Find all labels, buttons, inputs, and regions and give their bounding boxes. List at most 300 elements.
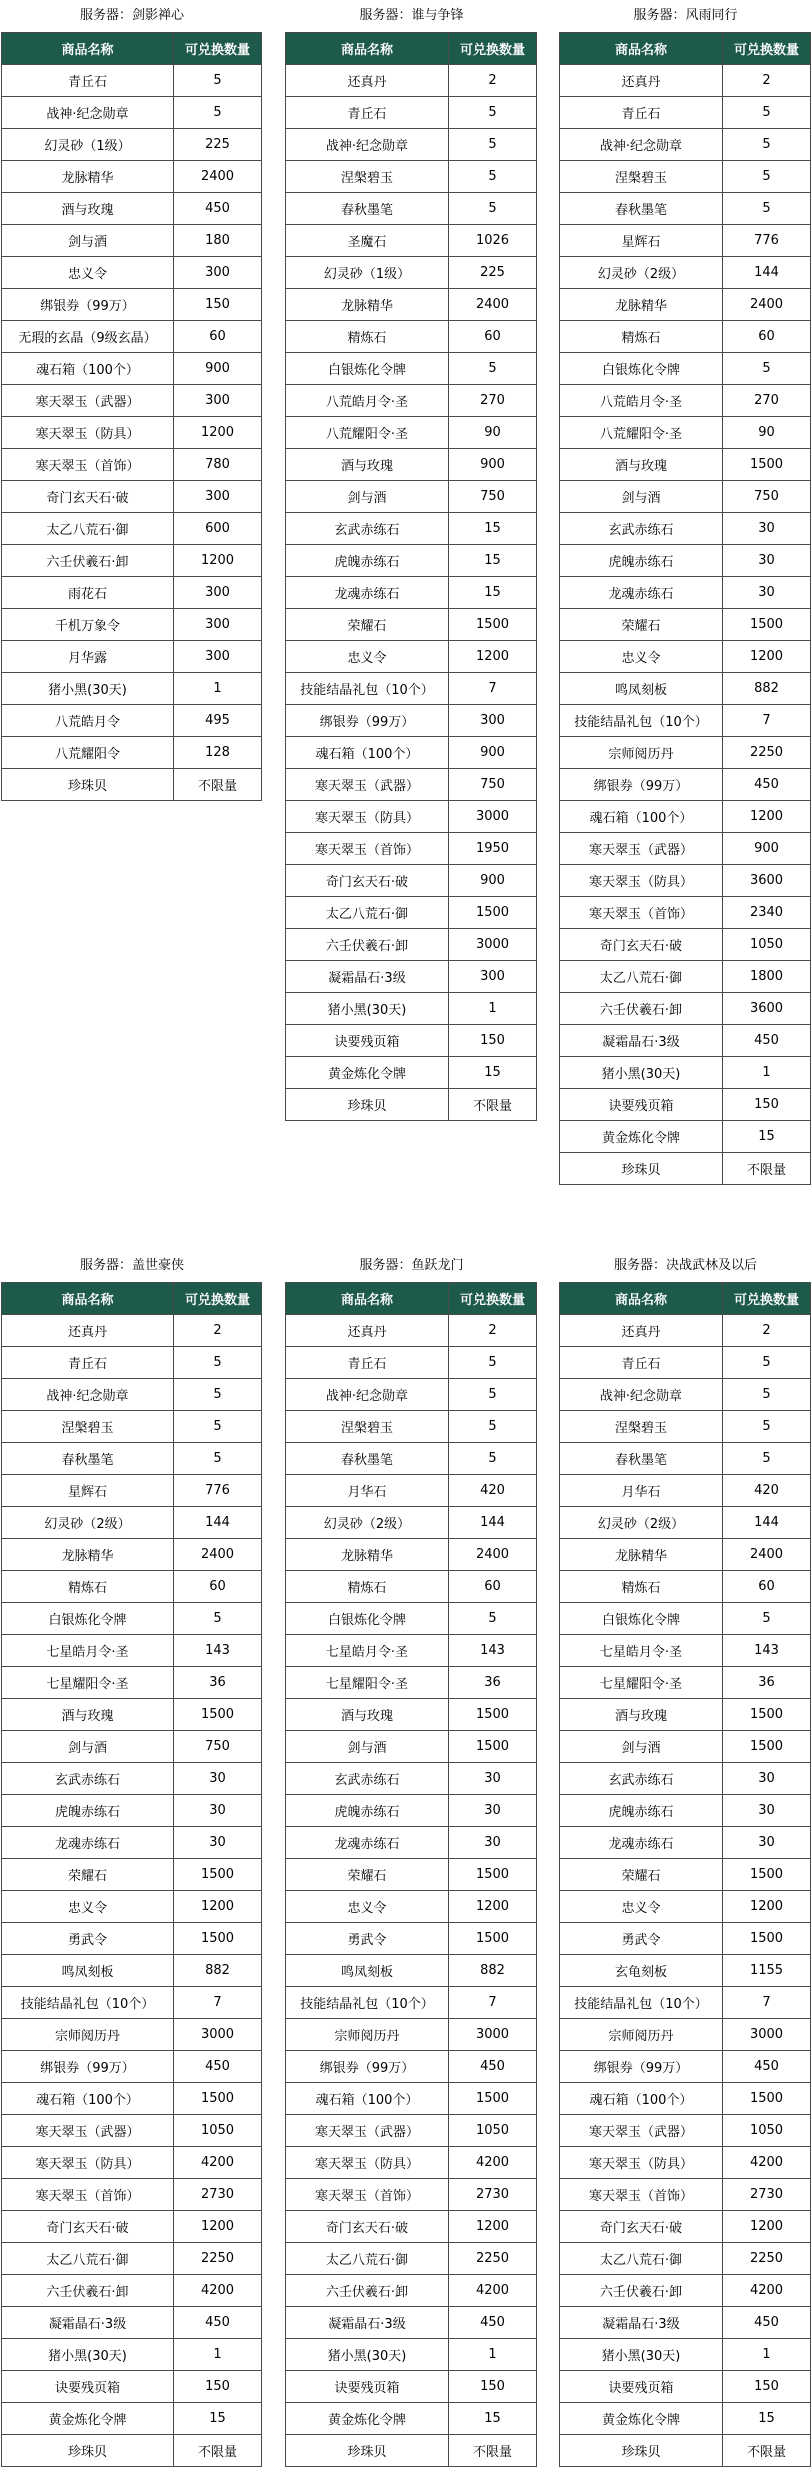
- quantity-header: 可兑换数量: [174, 1283, 262, 1315]
- item-name-cell: 龙魂赤练石: [286, 1827, 449, 1859]
- item-name-cell: 战神·纪念勋章: [286, 129, 449, 161]
- table-row: [2, 1923, 262, 1955]
- quantity-cell: 5: [174, 1443, 262, 1475]
- item-name-cell: 青丘石: [560, 1347, 723, 1379]
- table-row: [560, 1121, 811, 1153]
- quantity-cell: 750: [174, 1731, 262, 1763]
- quantity-cell: 900: [723, 833, 811, 865]
- table-row: [560, 225, 811, 257]
- item-name-cell: 宗师阅历丹: [560, 2019, 723, 2051]
- item-name-cell: 太乙八荒石·御: [286, 897, 449, 929]
- table-row: [560, 1667, 811, 1699]
- quantity-cell: 60: [449, 1571, 537, 1603]
- item-name-cell: 七星皓月令·圣: [560, 1635, 723, 1667]
- table-row: [2, 2179, 262, 2211]
- table-row: [2, 1411, 262, 1443]
- table-row: [286, 1923, 537, 1955]
- table-row: [560, 609, 811, 641]
- item-name-cell: 寒天翠玉（防具）: [2, 417, 174, 449]
- table-row: [2, 1667, 262, 1699]
- item-name-cell: 技能结晶礼包（10个）: [560, 1987, 723, 2019]
- table-row: [286, 1379, 537, 1411]
- item-name-cell: 六壬伏羲石·卸: [2, 2275, 174, 2307]
- quantity-cell: 450: [174, 2307, 262, 2339]
- item-name-cell: 魂石箱（100个）: [286, 737, 449, 769]
- quantity-cell: 60: [723, 1571, 811, 1603]
- exchange-table: [559, 32, 811, 1185]
- quantity-cell: 60: [723, 321, 811, 353]
- item-name-cell: 酒与玫瑰: [286, 449, 449, 481]
- item-name-cell: 荣耀石: [560, 609, 723, 641]
- table-row: [286, 1731, 537, 1763]
- table-row: [2, 513, 262, 545]
- item-name-cell: 酒与玫瑰: [2, 1699, 174, 1731]
- table-row: [560, 1057, 811, 1089]
- table-row: [286, 2243, 537, 2275]
- item-name-cell: 战神·纪念勋章: [560, 1379, 723, 1411]
- quantity-cell: 2250: [723, 737, 811, 769]
- table-row: [560, 2115, 811, 2147]
- table-row: [2, 1955, 262, 1987]
- item-name-cell: 剑与酒: [2, 1731, 174, 1763]
- quantity-cell: 1500: [174, 1923, 262, 1955]
- quantity-cell: 450: [174, 2051, 262, 2083]
- item-name-cell: 龙魂赤练石: [560, 577, 723, 609]
- quantity-cell: 1500: [174, 1699, 262, 1731]
- item-name-cell: 青丘石: [286, 1347, 449, 1379]
- table-row: [286, 2339, 537, 2371]
- item-name-cell: 奇门玄天石·破: [286, 2211, 449, 2243]
- quantity-cell: 5: [449, 97, 537, 129]
- table-row: [286, 1443, 537, 1475]
- quantity-cell: 450: [174, 193, 262, 225]
- table-row: [286, 2403, 537, 2435]
- quantity-cell: 3000: [449, 2019, 537, 2051]
- item-name-cell: 精炼石: [560, 321, 723, 353]
- quantity-cell: 2250: [723, 2243, 811, 2275]
- quantity-cell: 5: [174, 97, 262, 129]
- table-row: [286, 2179, 537, 2211]
- table-row: [2, 97, 262, 129]
- table-row: [560, 1025, 811, 1057]
- item-name-cell: 八荒皓月令·圣: [286, 385, 449, 417]
- table-row: [286, 289, 537, 321]
- table-header-row: [286, 33, 537, 65]
- item-name-cell: 绑银券（99万）: [2, 2051, 174, 2083]
- table-row: [286, 961, 537, 993]
- quantity-cell: 5: [723, 161, 811, 193]
- item-name-cell: 凝霜晶石·3级: [286, 961, 449, 993]
- quantity-cell: 5: [723, 193, 811, 225]
- item-name-cell: 忠义令: [286, 641, 449, 673]
- table-row: [286, 257, 537, 289]
- item-name-cell: 技能结晶礼包（10个）: [2, 1987, 174, 2019]
- table-row: [286, 481, 537, 513]
- table-row: [2, 577, 262, 609]
- quantity-cell: 776: [723, 225, 811, 257]
- quantity-cell: 5: [723, 97, 811, 129]
- table-row: [286, 1859, 537, 1891]
- table-row: [286, 65, 537, 97]
- table-row: [560, 705, 811, 737]
- item-name-cell: 幻灵砂（2级）: [286, 1507, 449, 1539]
- table-row: [2, 385, 262, 417]
- table-row: [2, 129, 262, 161]
- table-row: [560, 1571, 811, 1603]
- item-name-cell: 雨花石: [2, 577, 174, 609]
- quantity-cell: 5: [174, 1347, 262, 1379]
- item-name-cell: 幻灵砂（2级）: [560, 257, 723, 289]
- table-row: [2, 1731, 262, 1763]
- quantity-cell: 5: [449, 1411, 537, 1443]
- table-row: [560, 1763, 811, 1795]
- quantity-cell: 5: [449, 1443, 537, 1475]
- server-table-jianying: [1, 0, 263, 801]
- quantity-cell: 1: [174, 2339, 262, 2371]
- table-row: [560, 1347, 811, 1379]
- table-row: [286, 801, 537, 833]
- quantity-cell: 7: [174, 1987, 262, 2019]
- item-name-cell: 六壬伏羲石·卸: [560, 993, 723, 1025]
- item-name-cell: 珍珠贝: [286, 2435, 449, 2467]
- quantity-cell: 1500: [449, 2083, 537, 2115]
- quantity-cell: 36: [174, 1667, 262, 1699]
- exchange-table: [1, 1282, 262, 2467]
- quantity-cell: 不限量: [449, 2435, 537, 2467]
- quantity-cell: 1500: [449, 609, 537, 641]
- quantity-cell: 450: [449, 2307, 537, 2339]
- quantity-cell: 1200: [723, 801, 811, 833]
- server-title: 服务器：剑影禅心: [79, 8, 184, 23]
- item-name-cell: 绑银券（99万）: [560, 2051, 723, 2083]
- quantity-cell: 30: [174, 1827, 262, 1859]
- quantity-header: 可兑换数量: [723, 1283, 811, 1315]
- table-row: [2, 1699, 262, 1731]
- table-row: [286, 1763, 537, 1795]
- quantity-cell: 1500: [723, 609, 811, 641]
- quantity-cell: 90: [449, 417, 537, 449]
- item-name-cell: 还真丹: [2, 1315, 174, 1347]
- item-name-cell: 玄龟刻板: [560, 1955, 723, 1987]
- table-row: [286, 641, 537, 673]
- quantity-cell: 1: [449, 993, 537, 1025]
- item-name-cell: 精炼石: [286, 321, 449, 353]
- quantity-cell: 1050: [723, 929, 811, 961]
- table-row: [560, 545, 811, 577]
- table-row: [286, 193, 537, 225]
- item-name-cell: 虎魄赤练石: [560, 545, 723, 577]
- table-row: [286, 225, 537, 257]
- table-row: [560, 577, 811, 609]
- quantity-cell: 270: [449, 385, 537, 417]
- table-row: [560, 1539, 811, 1571]
- item-name-cell: 太乙八荒石·御: [2, 513, 174, 545]
- item-name-cell: 寒天翠玉（首饰）: [560, 2179, 723, 2211]
- item-name-cell: 龙魂赤练石: [286, 577, 449, 609]
- quantity-cell: 2400: [449, 289, 537, 321]
- table-row: [2, 1571, 262, 1603]
- quantity-cell: 3000: [449, 929, 537, 961]
- table-header-row: [2, 33, 262, 65]
- quantity-cell: 5: [723, 1379, 811, 1411]
- item-name-cell: 虎魄赤练石: [286, 1795, 449, 1827]
- quantity-cell: 882: [174, 1955, 262, 1987]
- item-name-cell: 精炼石: [286, 1571, 449, 1603]
- item-name-cell: 勇武令: [560, 1923, 723, 1955]
- item-name-cell: 青丘石: [560, 97, 723, 129]
- item-name-cell: 猪小黑(30天): [286, 993, 449, 1025]
- quantity-cell: 1500: [723, 449, 811, 481]
- table-row: [286, 577, 537, 609]
- item-name-cell: 七星耀阳令·圣: [286, 1667, 449, 1699]
- item-name-cell: 奇门玄天石·破: [286, 865, 449, 897]
- item-name-cell: 涅槃碧玉: [560, 161, 723, 193]
- item-name-cell: 猪小黑(30天): [286, 2339, 449, 2371]
- quantity-cell: 5: [174, 1603, 262, 1635]
- quantity-cell: 15: [723, 2403, 811, 2435]
- item-name-cell: 酒与玫瑰: [560, 1699, 723, 1731]
- table-header-row: [2, 1283, 262, 1315]
- quantity-cell: 300: [174, 609, 262, 641]
- quantity-cell: 15: [449, 577, 537, 609]
- quantity-cell: 4200: [174, 2275, 262, 2307]
- table-row: [560, 2147, 811, 2179]
- table-row: [286, 2115, 537, 2147]
- quantity-cell: 2730: [723, 2179, 811, 2211]
- item-name-cell: 猪小黑(30天): [2, 673, 174, 705]
- quantity-cell: 900: [174, 353, 262, 385]
- table-row: [2, 65, 262, 97]
- table-row: [560, 161, 811, 193]
- quantity-cell: 36: [449, 1667, 537, 1699]
- quantity-cell: 5: [723, 1411, 811, 1443]
- server-title: 服务器：谁与争锋: [359, 8, 464, 23]
- table-row: [560, 1315, 811, 1347]
- table-row: [560, 1955, 811, 1987]
- item-name-cell: 六壬伏羲石·卸: [560, 2275, 723, 2307]
- quantity-cell: 5: [449, 129, 537, 161]
- table-row: [286, 2371, 537, 2403]
- item-name-cell: 剑与酒: [286, 1731, 449, 1763]
- quantity-cell: 1200: [449, 641, 537, 673]
- quantity-cell: 780: [174, 449, 262, 481]
- quantity-cell: 776: [174, 1475, 262, 1507]
- quantity-cell: 1500: [174, 2083, 262, 2115]
- table-row: [560, 2339, 811, 2371]
- table-row: [286, 385, 537, 417]
- item-name-cell: 魂石箱（100个）: [560, 2083, 723, 2115]
- item-name-cell: 奇门玄天石·破: [560, 2211, 723, 2243]
- quantity-cell: 150: [723, 1089, 811, 1121]
- quantity-cell: 1200: [174, 1891, 262, 1923]
- table-row: [560, 2211, 811, 2243]
- item-name-cell: 八荒皓月令: [2, 705, 174, 737]
- quantity-cell: 1050: [449, 2115, 537, 2147]
- quantity-cell: 5: [723, 353, 811, 385]
- quantity-cell: 3000: [723, 2019, 811, 2051]
- table-row: [560, 737, 811, 769]
- item-name-header: 商品名称: [560, 1283, 723, 1315]
- table-row: [560, 993, 811, 1025]
- quantity-cell: 900: [449, 737, 537, 769]
- item-name-cell: 寒天翠玉（防具）: [286, 2147, 449, 2179]
- item-name-cell: 星辉石: [2, 1475, 174, 1507]
- quantity-cell: 900: [449, 449, 537, 481]
- item-name-cell: 勇武令: [2, 1923, 174, 1955]
- item-name-cell: 涅槃碧玉: [286, 1411, 449, 1443]
- table-row: [2, 1859, 262, 1891]
- item-name-cell: 龙魂赤练石: [2, 1827, 174, 1859]
- table-row: [286, 993, 537, 1025]
- quantity-cell: 3600: [723, 993, 811, 1025]
- quantity-cell: 60: [174, 321, 262, 353]
- table-row: [286, 417, 537, 449]
- exchange-table: [1, 32, 262, 801]
- table-row: [560, 2403, 811, 2435]
- table-row: [2, 2051, 262, 2083]
- quantity-cell: 600: [174, 513, 262, 545]
- item-name-cell: 太乙八荒石·御: [2, 2243, 174, 2275]
- table-row: [560, 1153, 811, 1185]
- quantity-cell: 不限量: [174, 769, 262, 801]
- quantity-cell: 420: [723, 1475, 811, 1507]
- item-name-cell: 无瑕的玄晶（9级玄晶）: [2, 321, 174, 353]
- quantity-cell: 3000: [174, 2019, 262, 2051]
- item-name-cell: 宗师阅历丹: [2, 2019, 174, 2051]
- item-name-cell: 珍珠贝: [2, 769, 174, 801]
- item-name-cell: 魂石箱（100个）: [2, 353, 174, 385]
- item-name-cell: 寒天翠玉（首饰）: [560, 897, 723, 929]
- table-row: [286, 545, 537, 577]
- item-name-cell: 春秋墨笔: [286, 193, 449, 225]
- quantity-cell: 1200: [723, 641, 811, 673]
- table-row: [286, 1571, 537, 1603]
- quantity-cell: 30: [723, 1795, 811, 1827]
- item-name-cell: 幻灵砂（2级）: [560, 1507, 723, 1539]
- table-row: [286, 1987, 537, 2019]
- table-row: [560, 481, 811, 513]
- quantity-cell: 30: [449, 1763, 537, 1795]
- table-row: [286, 513, 537, 545]
- item-name-cell: 技能结晶礼包（10个）: [286, 1987, 449, 2019]
- item-name-cell: 剑与酒: [2, 225, 174, 257]
- table-row: [2, 2403, 262, 2435]
- item-name-cell: 还真丹: [560, 65, 723, 97]
- table-row: [560, 1635, 811, 1667]
- table-row: [2, 609, 262, 641]
- quantity-cell: 1950: [449, 833, 537, 865]
- table-row: [2, 449, 262, 481]
- quantity-cell: 不限量: [723, 2435, 811, 2467]
- quantity-cell: 2250: [174, 2243, 262, 2275]
- table-row: [2, 1891, 262, 1923]
- table-row: [560, 2371, 811, 2403]
- item-name-cell: 宗师阅历丹: [560, 737, 723, 769]
- quantity-cell: 1: [723, 2339, 811, 2371]
- quantity-cell: 不限量: [174, 2435, 262, 2467]
- table-row: [560, 353, 811, 385]
- item-name-cell: 龙脉精华: [2, 1539, 174, 1571]
- item-name-header: 商品名称: [286, 1283, 449, 1315]
- quantity-cell: 5: [449, 353, 537, 385]
- table-row: [286, 129, 537, 161]
- item-name-cell: 春秋墨笔: [560, 193, 723, 225]
- quantity-cell: 4200: [449, 2147, 537, 2179]
- quantity-cell: 30: [174, 1763, 262, 1795]
- item-name-cell: 魂石箱（100个）: [2, 2083, 174, 2115]
- item-name-cell: 荣耀石: [286, 609, 449, 641]
- quantity-cell: 4200: [449, 2275, 537, 2307]
- item-name-cell: 剑与酒: [560, 1731, 723, 1763]
- table-row: [286, 1315, 537, 1347]
- table-row: [560, 1475, 811, 1507]
- quantity-cell: 225: [174, 129, 262, 161]
- quantity-cell: 1200: [174, 2211, 262, 2243]
- quantity-cell: 30: [723, 577, 811, 609]
- quantity-cell: 1050: [723, 2115, 811, 2147]
- item-name-cell: 龙脉精华: [286, 289, 449, 321]
- table-row: [560, 2083, 811, 2115]
- table-row: [560, 2243, 811, 2275]
- table-row: [560, 2307, 811, 2339]
- quantity-cell: 4200: [723, 2147, 811, 2179]
- quantity-cell: 30: [449, 1795, 537, 1827]
- table-row: [286, 1667, 537, 1699]
- quantity-cell: 15: [449, 545, 537, 577]
- table-row: [286, 1411, 537, 1443]
- table-row: [560, 1443, 811, 1475]
- table-row: [286, 1057, 537, 1089]
- item-name-cell: 七星皓月令·圣: [286, 1635, 449, 1667]
- quantity-cell: 270: [723, 385, 811, 417]
- quantity-cell: 144: [449, 1507, 537, 1539]
- item-name-cell: 酒与玫瑰: [560, 449, 723, 481]
- table-row: [2, 2083, 262, 2115]
- quantity-cell: 2: [449, 1315, 537, 1347]
- table-row: [560, 2275, 811, 2307]
- quantity-header: 可兑换数量: [449, 33, 537, 65]
- quantity-cell: 1500: [449, 1923, 537, 1955]
- table-row: [560, 833, 811, 865]
- quantity-cell: 15: [174, 2403, 262, 2435]
- quantity-cell: 750: [723, 481, 811, 513]
- table-row: [2, 2115, 262, 2147]
- quantity-cell: 1500: [449, 1731, 537, 1763]
- item-name-cell: 虎魄赤练石: [286, 545, 449, 577]
- item-name-cell: 珍珠贝: [286, 1089, 449, 1121]
- quantity-cell: 60: [449, 321, 537, 353]
- table-row: [286, 609, 537, 641]
- quantity-cell: 144: [174, 1507, 262, 1539]
- item-name-cell: 寒天翠玉（防具）: [560, 865, 723, 897]
- table-row: [286, 673, 537, 705]
- quantity-cell: 1: [174, 673, 262, 705]
- table-row: [2, 1603, 262, 1635]
- quantity-cell: 1500: [723, 1923, 811, 1955]
- table-row: [2, 161, 262, 193]
- quantity-cell: 1200: [449, 1891, 537, 1923]
- server-table-yuyuelongmen: [285, 1250, 538, 2467]
- quantity-cell: 5: [449, 1379, 537, 1411]
- quantity-cell: 15: [449, 2403, 537, 2435]
- item-name-cell: 寒天翠玉（武器）: [286, 2115, 449, 2147]
- table-row: [560, 65, 811, 97]
- quantity-cell: 144: [723, 1507, 811, 1539]
- table-row: [286, 1795, 537, 1827]
- server-table-gaishihaoxia: [1, 1250, 263, 2467]
- item-name-cell: 涅槃碧玉: [2, 1411, 174, 1443]
- quantity-cell: 1500: [449, 1859, 537, 1891]
